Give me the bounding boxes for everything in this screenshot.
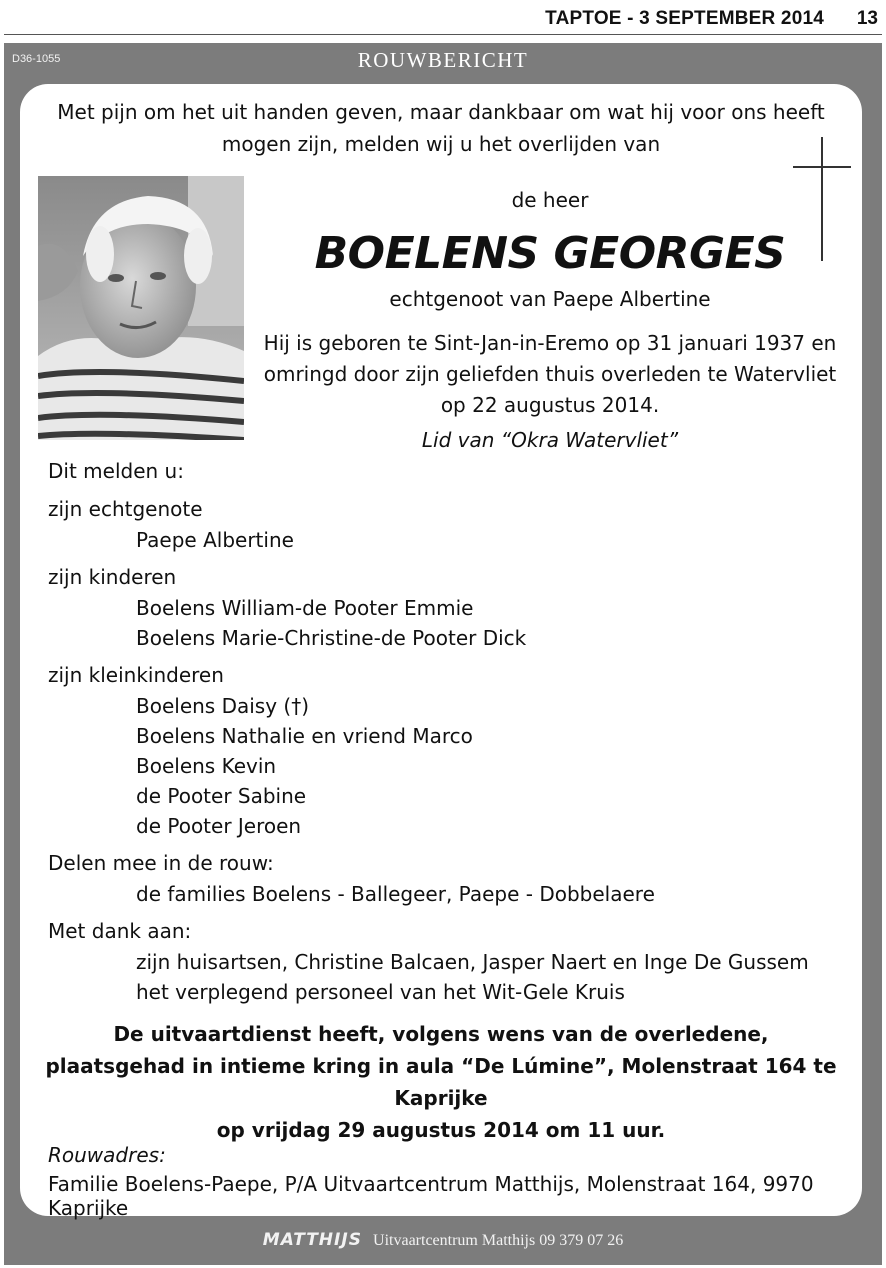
section-thanks bbox=[48, 916, 848, 1007]
address-label: Rouwadres: bbox=[48, 1143, 166, 1167]
section-spouse bbox=[48, 494, 848, 555]
notice-heading: ROUWBERICHT bbox=[357, 48, 529, 72]
section-label: Met dank aan: bbox=[48, 919, 192, 943]
cross-icon-bar bbox=[793, 166, 851, 168]
salutation: de heer bbox=[511, 188, 589, 212]
intro-line: Met pijn om het uit handen geven, maar dankbaar om wat hij voor ons heeft bbox=[57, 100, 825, 124]
announced-by-section bbox=[48, 456, 848, 487]
list-item: zijn huisartsen, Christine Balcaen, Jasper Naert en Inge De Gussem bbox=[136, 950, 809, 974]
list-item: Boelens Marie-Christine-de Pooter Dick bbox=[136, 626, 527, 650]
funeral-line: De uitvaartdienst heeft, volgens wens van de overledene, bbox=[113, 1022, 769, 1046]
section-label: Delen mee in de rouw: bbox=[48, 851, 274, 875]
section-mourning bbox=[48, 848, 848, 909]
list-item: Paepe Albertine bbox=[136, 528, 294, 552]
list-item: de Pooter Jeroen bbox=[136, 814, 302, 838]
birth-line: op 22 augustus 2014. bbox=[440, 393, 660, 417]
section-children bbox=[48, 562, 848, 653]
list-item: de Pooter Sabine bbox=[136, 784, 307, 808]
intro-line: mogen zijn, melden wij u het overlijden van bbox=[221, 132, 661, 156]
section-label: zijn kinderen bbox=[48, 565, 177, 589]
funeral-line: op vrijdag 29 augustus 2014 om 11 uur. bbox=[216, 1118, 666, 1142]
ad-code: D36-1055 bbox=[12, 53, 61, 65]
deceased-name: BOELENS GEORGES bbox=[314, 228, 786, 279]
list-item: Boelens Nathalie en vriend Marco bbox=[136, 724, 473, 748]
portrait-photo bbox=[38, 176, 244, 440]
header-rule bbox=[4, 34, 882, 35]
newspaper-header bbox=[0, 0, 886, 36]
list-item: Boelens William-de Pooter Emmie bbox=[136, 596, 474, 620]
list-item: Boelens Daisy (†) bbox=[136, 694, 310, 718]
birth-death-text bbox=[250, 328, 850, 421]
family-list bbox=[48, 456, 848, 1007]
funeral-info bbox=[20, 1018, 862, 1146]
list-item: de families Boelens - Ballegeer, Paepe - Dobbelaere bbox=[136, 882, 655, 906]
newspaper-title: TAPTOE - 3 SEPTEMBER 2014 bbox=[545, 8, 824, 29]
spouse-line: echtgenoot van Paepe Albertine bbox=[389, 287, 711, 311]
footer bbox=[0, 1230, 886, 1250]
funeral-line: plaatsgehad in intieme kring in aula “De Lúmine”, Molenstraat 164 te Kaprijke bbox=[45, 1054, 837, 1110]
intro-text bbox=[20, 96, 862, 160]
funeral-home-contact: Uitvaartcentrum Matthijs 09 379 07 26 bbox=[373, 1232, 624, 1249]
list-item: het verplegend personeel van het Wit-Gele Kruis bbox=[136, 980, 625, 1004]
page-number: 13 bbox=[856, 8, 878, 29]
announced-by-label: Dit melden u: bbox=[48, 459, 184, 483]
funeral-home-logo: MATTHIJS bbox=[262, 1230, 362, 1250]
birth-line: omringd door zijn geliefden thuis overleden te Watervliet bbox=[263, 362, 837, 386]
mourning-address: Familie Boelens-Paepe, P/A Uitvaartcentrum Matthijs, Molenstraat 164, 9970 Kaprijke bbox=[48, 1172, 814, 1220]
membership-line: Lid van “Okra Watervliet” bbox=[421, 428, 679, 452]
section-label: zijn echtgenote bbox=[48, 497, 203, 521]
list-item: Boelens Kevin bbox=[136, 754, 277, 778]
section-label: zijn kleinkinderen bbox=[48, 663, 224, 687]
section-grandchildren bbox=[48, 660, 848, 841]
birth-line: Hij is geboren te Sint-Jan-in-Eremo op 31 januari 1937 en bbox=[263, 331, 837, 355]
